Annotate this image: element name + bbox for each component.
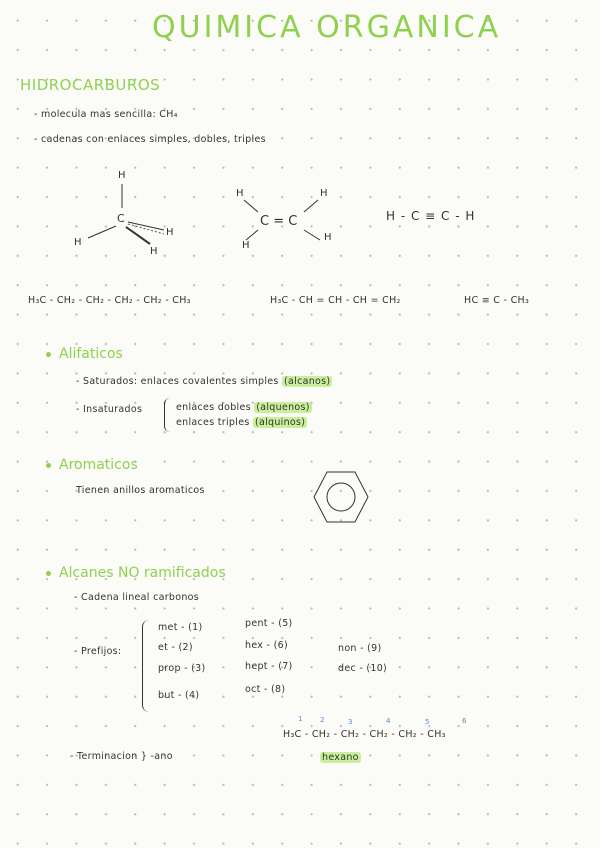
- prefix-item: hex - (6): [245, 640, 288, 651]
- prefix-item: non - (9): [338, 643, 382, 654]
- page-title: QUIMICA ORGANICA: [152, 10, 502, 45]
- ethene-h-tl: H: [236, 188, 244, 199]
- methane-h-top: H: [118, 170, 126, 181]
- triples-line: [176, 417, 307, 428]
- saturados-tag: (alcanos): [284, 376, 331, 387]
- prefix-item: dec - (10): [338, 663, 388, 674]
- saturados-label: - Saturados: enlaces covalentes simples: [76, 376, 279, 387]
- ethene-structure: [230, 180, 350, 250]
- section-heading-aromaticos: [46, 457, 138, 473]
- ethene-h-tr: H: [320, 188, 328, 199]
- heading-text: Alcanes NO ramificados: [59, 565, 226, 581]
- prefix-item: but - (4): [158, 690, 200, 701]
- note-line: - molecula mas sencilla: CH₄: [34, 109, 178, 120]
- carbon-number: 5: [425, 718, 430, 726]
- carbon-number: 3: [348, 718, 353, 726]
- insaturados-label: - Insaturados: [76, 404, 143, 415]
- saturados-line: [76, 376, 332, 387]
- prefix-item: prop - (3): [158, 663, 206, 674]
- ethene-core: C = C: [260, 214, 298, 229]
- terminacion-text: - Terminacion } -ano: [70, 751, 173, 762]
- heading-text: Alifaticos: [59, 346, 123, 362]
- prefix-item: et - (2): [158, 642, 193, 653]
- note-line: - cadenas con enlaces simples, dobles, triples: [34, 134, 266, 145]
- cadena-text: - Cadena lineal carbonos: [74, 592, 200, 603]
- dobles-tag: (alquenos): [256, 402, 310, 413]
- triples-label: enlaces triples: [176, 417, 250, 428]
- prefix-item: met - (1): [158, 622, 203, 633]
- methane-h-left: H: [74, 237, 82, 248]
- bullet-icon: [46, 352, 51, 357]
- methane-h-right: H: [166, 227, 174, 238]
- bullet-icon: [46, 463, 51, 468]
- methane-c: C: [117, 212, 125, 225]
- section-heading-hidrocarburos: HIDROCARBUROS: [20, 76, 161, 94]
- formula-diene: H₃C - CH = CH - CH = CH₂: [270, 295, 401, 306]
- benzene-ring-icon: [312, 469, 370, 525]
- ethene-h-bl: H: [242, 240, 250, 250]
- hexano-name: hexano: [322, 752, 359, 763]
- dobles-line: [176, 402, 312, 413]
- prefix-item: oct - (8): [245, 684, 286, 695]
- ethyne-structure: H - C ≡ C - H: [386, 209, 476, 223]
- formula-hexane: H₃C - CH₂ - CH₂ - CH₂ - CH₂ - CH₃: [28, 295, 191, 306]
- methane-structure: [60, 160, 190, 260]
- aromaticos-text: Tienen anillos aromaticos: [76, 485, 205, 496]
- brace-icon: [164, 398, 171, 432]
- carbon-number: 1: [298, 715, 303, 723]
- prefix-item: pent - (5): [245, 618, 293, 629]
- dobles-label: enlaces dobles: [176, 402, 251, 413]
- brace-icon: [142, 620, 149, 712]
- section-heading-alcanos: [46, 565, 226, 581]
- formula-propyne: HC ≡ C - CH₃: [464, 295, 530, 306]
- methane-h-front: H: [150, 246, 158, 257]
- bullet-icon: [46, 571, 51, 576]
- carbon-number: 2: [320, 716, 325, 724]
- ethene-h-br: H: [324, 232, 332, 243]
- section-heading-alifaticos: [46, 346, 123, 362]
- carbon-number: 6: [462, 717, 467, 725]
- carbon-number: 4: [386, 717, 391, 725]
- prefix-item: hept - (7): [245, 661, 293, 672]
- heading-text: Aromaticos: [59, 457, 138, 473]
- hexano-formula: H₃C - CH₂ - CH₂ - CH₂ - CH₂ - CH₃: [283, 729, 446, 740]
- prefijos-label: - Prefijos:: [74, 646, 122, 657]
- triples-tag: (alquinos): [254, 417, 306, 428]
